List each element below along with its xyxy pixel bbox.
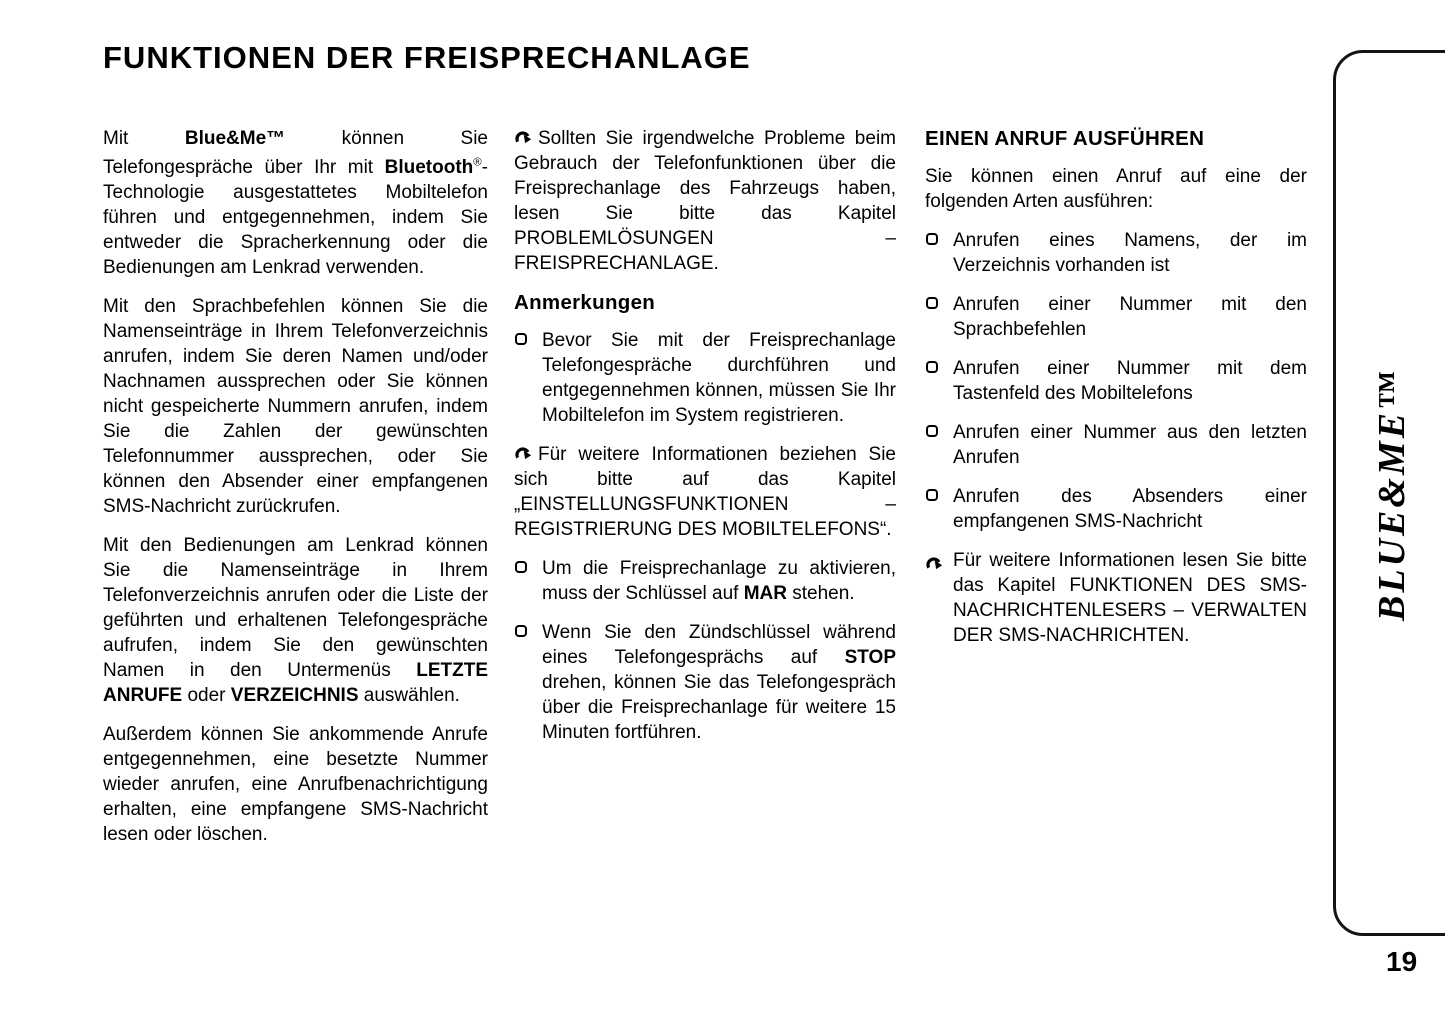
arrow-icon [925,552,943,577]
text-content [542,558,896,604]
text-run: Für weitere Informationen beziehen Sie sich bitte auf das Kapitel „EINSTELLUNGSFUNKTIONEN – REGISTRIERUNG DES MOBILTELEFONS“. [514,444,896,540]
text-run: Anrufen einer Nummer aus den letzten Anrufen [953,422,1307,468]
text-content [514,128,896,274]
text-run: können Sie Telefongespräche über Ihr mit [103,128,488,179]
bullet-item [925,292,1307,342]
text-run: Mit den Sprachbefehlen können Sie die Namenseinträge in Ihrem Telefonverzeichnis anrufen, indem Sie deren Namen und/oder Nachnamen aussprechen oder Sie können nicht gespeicherte Nummern anrufen, indem Sie die Zahlen der gewünschten Telefonnummer aussprechen, oder Sie können den Absender einer empfangenen SMS-Nachricht zurückrufen. [103,296,488,518]
text-run: -Technologie ausgestattetes Mobiltelefon führen und entgegennehmen, indem Sie entweder die Spracherkennung oder die Bedienungen am Lenkrad verwenden. [103,157,488,279]
square-bullet-icon [515,625,527,637]
text-content [953,358,1307,404]
note-item [514,442,896,542]
square-bullet-icon [515,333,527,345]
bullet-item [925,228,1307,278]
text-content [953,422,1307,468]
arrow-icon [514,126,532,151]
text-run: Mit den Bedienungen am Lenkrad können Sie die Namenseinträge in Ihrem Telefonverzeichnis anrufen oder die Liste der geführten und erhaltenen Telefongespräche aufrufen, indem Sie den gewünschten Namen in den Untermenüs [103,535,488,682]
text-content [953,550,1307,646]
text-run: Sie können einen Anruf auf eine der folgenden Arten ausführen: [925,166,1307,212]
text-run: Anmerkungen [514,291,656,314]
text-run: Bluetooth [384,157,474,179]
text-run: Anrufen eines Namens, der im Verzeichnis vorhanden ist [953,230,1307,276]
text-content [542,622,896,743]
text-run: Um die Freisprechanlage zu aktivieren, muss der Schlüssel auf [542,558,896,604]
text-run: Bevor Sie mit der Freisprechanlage Telefongespräche durchführen und entgegennehmen können, müssen Sie Ihr Mobiltelefon im System registrieren. [542,330,896,426]
text-run: Wenn Sie den Zündschlüssel während eines Telefongesprächs auf [542,622,896,668]
bullet-item [925,484,1307,534]
text-content [925,166,1307,212]
text-column-1 [103,126,488,861]
square-bullet-icon [926,233,938,245]
square-bullet-icon [926,361,938,373]
text-content [514,291,655,314]
paragraph [103,722,488,847]
text-run: stehen. [786,583,855,604]
bullet-item [925,356,1307,406]
paragraph [925,164,1307,214]
arrow-icon [514,442,532,467]
text-run: STOP [844,647,896,668]
chapter-side-tab-label: BLUE&ME™ [1371,368,1413,622]
text-run: Blue&Me™ [184,128,286,149]
text-content [925,127,1204,150]
text-run: LETZTE ANRUFE [103,660,488,707]
text-content [953,230,1307,276]
subheading [514,290,896,315]
square-bullet-icon [926,489,938,501]
text-content [953,486,1307,532]
text-run: Mit [103,128,185,149]
bullet-item [514,328,896,428]
text-content [103,535,488,706]
text-run: Anrufen des Absenders einer empfangenen SMS-Nachricht [953,486,1307,532]
text-run: Außerdem können Sie ankommende Anrufe entgegennehmen, eine besetzte Nummer wieder anrufen, eine Anrufbenachrichtigung erhalten, eine empfangene SMS-Nachricht lesen oder löschen. [103,724,488,846]
text-run: oder [182,685,231,707]
text-content [103,724,488,845]
paragraph [103,294,488,519]
text-run: Für weitere Informationen lesen Sie bitte das Kapitel FUNKTIONEN DES SMS-NACHRICHTENLESERS – VERWALTEN DER SMS-NACHRICHTEN. [953,550,1307,646]
bullet-item [514,620,896,745]
page-number: 19 [1386,946,1418,977]
text-run: auswählen. [358,685,460,707]
note-item [514,126,896,276]
text-content [514,444,896,540]
text-run: drehen, können Sie das Telefongespräch über die Freisprechanlage für weitere 15 Minuten fortführen. [542,672,896,743]
text-column-2 [514,126,896,759]
text-run: Sollten Sie irgendwelche Probleme beim Gebrauch der Telefonfunktionen über die Freisprechanlage des Fahrzeugs haben, lesen Sie bitte das Kapitel PROBLEMLÖSUNGEN – FREISPRECHANLAGE. [514,128,896,274]
page-title: FUNKTIONEN DER FREISPRECHANLAGE [103,40,751,75]
text-run: EINEN ANRUF AUSFÜHREN [925,127,1205,150]
text-run: MAR [743,583,787,604]
text-content [953,294,1307,340]
text-column-3 [925,126,1307,662]
text-content [103,128,488,278]
text-run: VERZEICHNIS [230,685,359,707]
text-run: Anrufen einer Nummer mit dem Tastenfeld des Mobiltelefons [953,358,1307,404]
paragraph [103,533,488,708]
text-content [542,330,896,426]
text-run: ® [473,157,482,169]
bullet-item [925,420,1307,470]
text-run: Anrufen einer Nummer mit den Sprachbefehlen [953,294,1307,340]
text-content [103,296,488,517]
subheading [925,126,1307,151]
square-bullet-icon [926,425,938,437]
chapter-side-tab [1333,50,1445,936]
square-bullet-icon [926,297,938,309]
square-bullet-icon [515,561,527,573]
paragraph [103,126,488,280]
note-item [925,548,1307,648]
bullet-item [514,556,896,606]
